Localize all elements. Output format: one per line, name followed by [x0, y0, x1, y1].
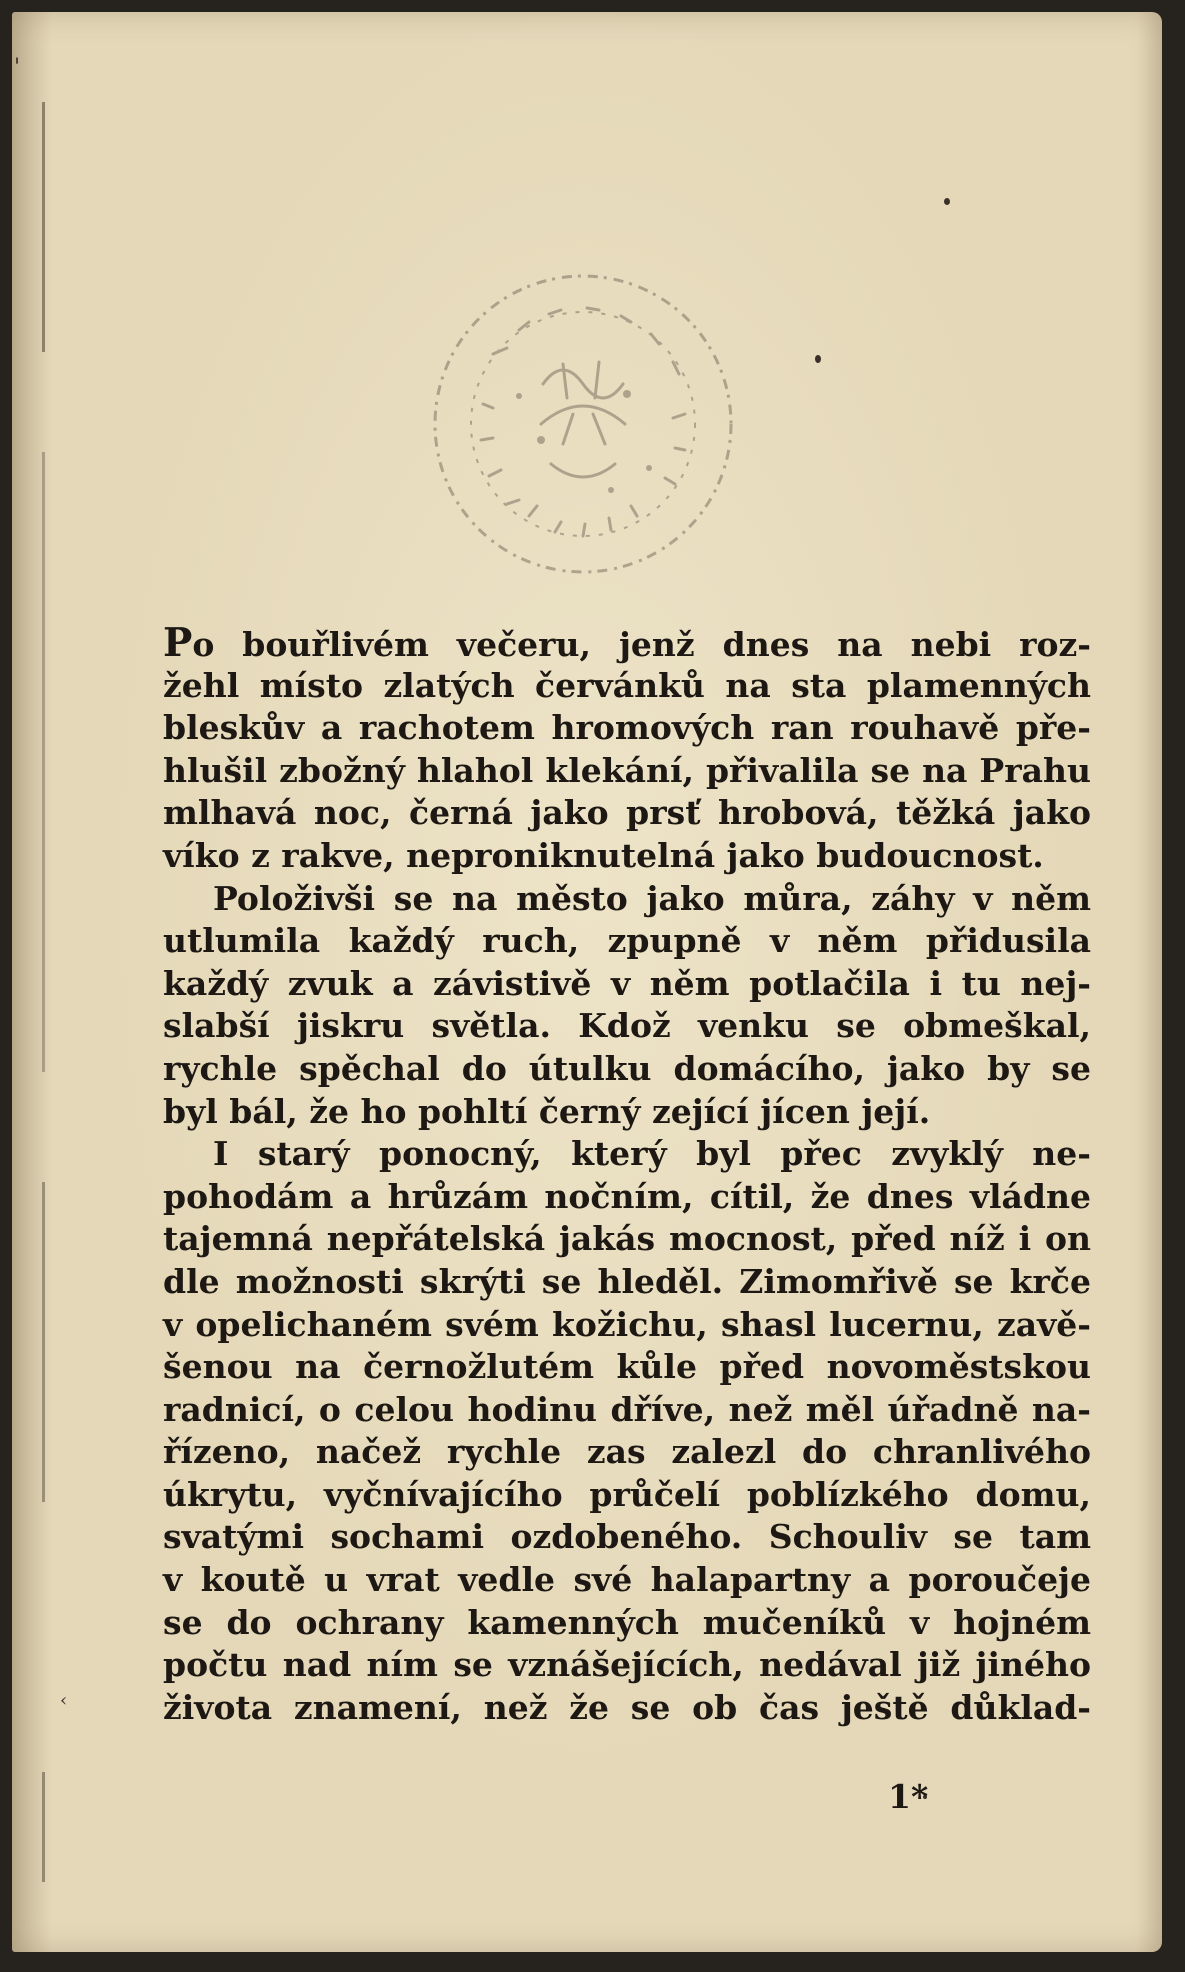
text-line: v koutě u vrat vedle své halapartny a poroučeje	[163, 1560, 1091, 1600]
text-line: žehl místo zlatých červánků na sta plamenných	[163, 665, 1091, 705]
text-line: Položivši se na město jako můra, záhy v něm	[213, 878, 1091, 918]
text-line: I starý ponocný, který byl přec zvyklý ne-	[213, 1134, 1091, 1174]
margin-mark: ‹	[60, 1690, 68, 1711]
text-line: slabší jiskru světla. Kdož venku se obmeškal,	[163, 1006, 1091, 1046]
gutter-shadow-line	[42, 1772, 45, 1882]
margin-mark: '	[14, 55, 21, 80]
text-line: řízeno, načež rychle zas zalezl do chranlivého	[163, 1432, 1091, 1472]
text-line: víko z rakve, neproniknutelná jako budoucnost.	[163, 835, 1044, 875]
gutter-shadow-line	[42, 452, 45, 1072]
text-line: pohodám a hrůzám nočním, cítil, že dnes vládne	[163, 1176, 1091, 1216]
text-line: byl bál, že ho pohltí černý zející jícen její.	[163, 1091, 931, 1131]
text-line: dle možnosti skrýti se hleděl. Zimomřivě se krče	[163, 1261, 1091, 1301]
text-line: hlušil zbožný hlahol klekání, přivalila se na Prahu	[163, 750, 1091, 790]
text-line-rest: o bouřlivém večeru, jenž dnes na nebi roz-	[192, 625, 1091, 664]
text-line: šenou na černožlutém kůle před novoměstskou	[163, 1347, 1091, 1387]
text-line: každý zvuk a závistivě v něm potlačila i tu nej-	[163, 963, 1091, 1003]
text-line: v opelichaném svém kožichu, shasl lucernu, zavě-	[163, 1304, 1091, 1344]
text-line: svatými sochami ozdobeného. Schouliv se tam	[163, 1517, 1091, 1557]
text-line: mlhavá noc, černá jako prsť hrobová, těžká jako	[163, 793, 1091, 833]
text-line: života znamení, než že se ob čas ještě důklad-	[163, 1687, 1091, 1727]
text-line	[163, 622, 1091, 665]
gutter-shadow-line	[42, 1182, 45, 1502]
text-line: se do ochrany kamenných mučeníků v hojném	[163, 1602, 1091, 1642]
initial-letter: P	[163, 620, 193, 666]
text-line: úkrytu, vyčnívajícího průčelí poblízkého domu,	[163, 1474, 1091, 1514]
text-line: tajemná nepřátelská jakás mocnost, před níž i on	[163, 1219, 1091, 1259]
text-line: počtu nad ním se vznášejících, nedával již jiného	[163, 1645, 1091, 1685]
text-line: bleskův a rachotem hromových ran rouhavě pře-	[163, 708, 1091, 748]
text-line: utlumila každý ruch, zpupně v něm přidusila	[163, 921, 1091, 961]
body-text	[163, 622, 1091, 1729]
page-signature-mark: 1*	[888, 1777, 929, 1816]
gutter-shadow-line	[42, 102, 45, 352]
ink-speck	[815, 355, 821, 363]
text-line: rychle spěchal do útulku domácího, jako by se	[163, 1048, 1091, 1088]
library-stamp-icon	[423, 264, 743, 584]
ink-speck	[944, 198, 950, 205]
text-line: radnicí, o celou hodinu dříve, než měl úřadně na-	[163, 1389, 1091, 1429]
